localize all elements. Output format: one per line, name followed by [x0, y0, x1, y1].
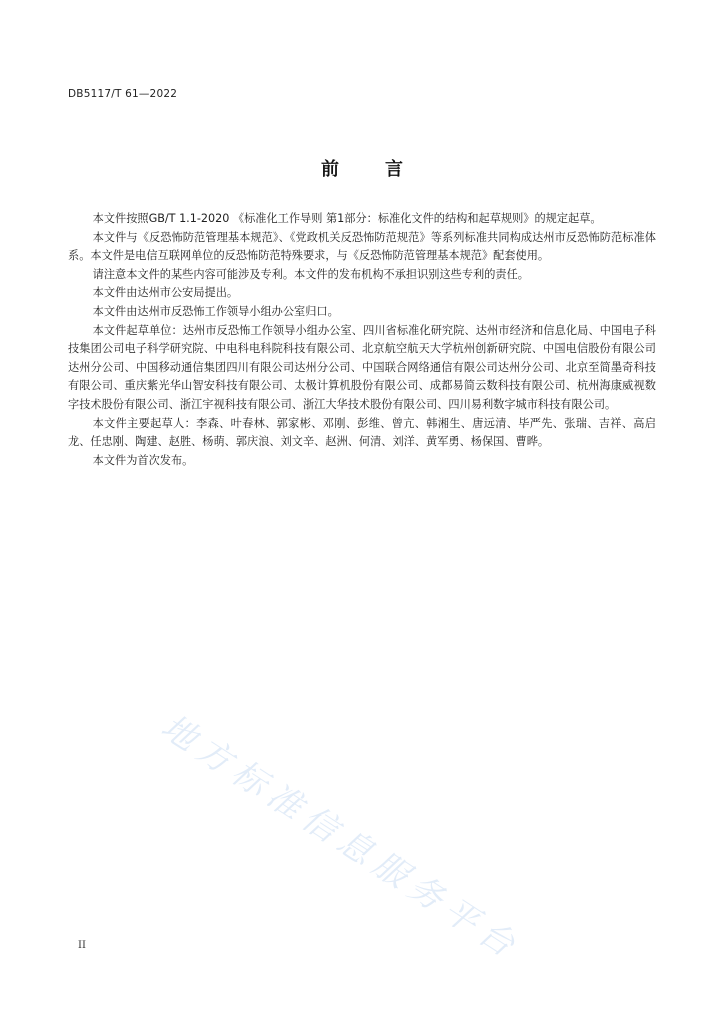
foreword-body [68, 210, 656, 470]
paragraph-centralized-unit: 本文件由达州市反恐怖工作领导小组办公室归口。 [92, 304, 339, 318]
paragraph-first-release: 本文件为首次发布。 [92, 453, 194, 467]
paragraph-drafting-units: 本文件起草单位：达州市反恐怖工作领导小组办公室、四川省标准化研究院、达州市经济和信息化局、中国电子科技集团公司电子科学研究院、中电科电科院科技有限公司、北京航空航天大学杭州创新研究院、中国电信股份有限公司达州分公司、中国移动通信集团四川有限公司达州分公司、中国联合网络通信有限公司达州分公司、北京至简墨奇科技有限公司、重庆紫光华山智安科技有限公司、太极计算机股份有限公司、成都易简云数科技有限公司、杭州海康威视数字技术股份有限公司、浙江宇视科技有限公司、浙江大华技术股份有限公司、四川易利数字城市科技有限公司。 [68, 323, 656, 411]
title-char-2: 言 [385, 159, 403, 180]
paragraph-proposer: 本文件由达州市公安局提出。 [92, 286, 239, 300]
page-number: II [78, 940, 86, 951]
paragraph-drafters: 本文件主要起草人：李森、叶春林、郭家彬、邓刚、彭维、曾亢、韩湘生、唐远清、毕严先、张瑞、吉祥、高启龙、任忠刚、陶建、赵胜、杨萌、郭庆浪、刘文辛、赵洲、何清、刘洋、黄军勇、杨保国、曹晔。 [68, 416, 656, 449]
paragraph-system-relation: 本文件与《反恐怖防范管理基本规范》、《党政机关反恐怖防范规范》等系列标准共同构成达州市反恐怖防范标准体系。本文件是电信互联网单位的反恐怖防范特殊要求，与《反恐怖防范管理基本规范》配套使用。 [68, 230, 656, 263]
paragraph-patent-notice: 请注意本文件的某些内容可能涉及专利。本文件的发布机构不承担识别这些专利的责任。 [92, 267, 529, 281]
document-code: DB5117/T 61—2022 [68, 88, 178, 100]
title-char-1: 前 [321, 159, 339, 180]
page-title [0, 155, 724, 181]
watermark: 地方标准信息服务平台 [153, 706, 528, 970]
paragraph-standard-basis: 本文件按照GB/T 1.1-2020 《标准化工作导则 第1部分：标准化文件的结构和起草规则》的规定起草。 [92, 212, 602, 225]
